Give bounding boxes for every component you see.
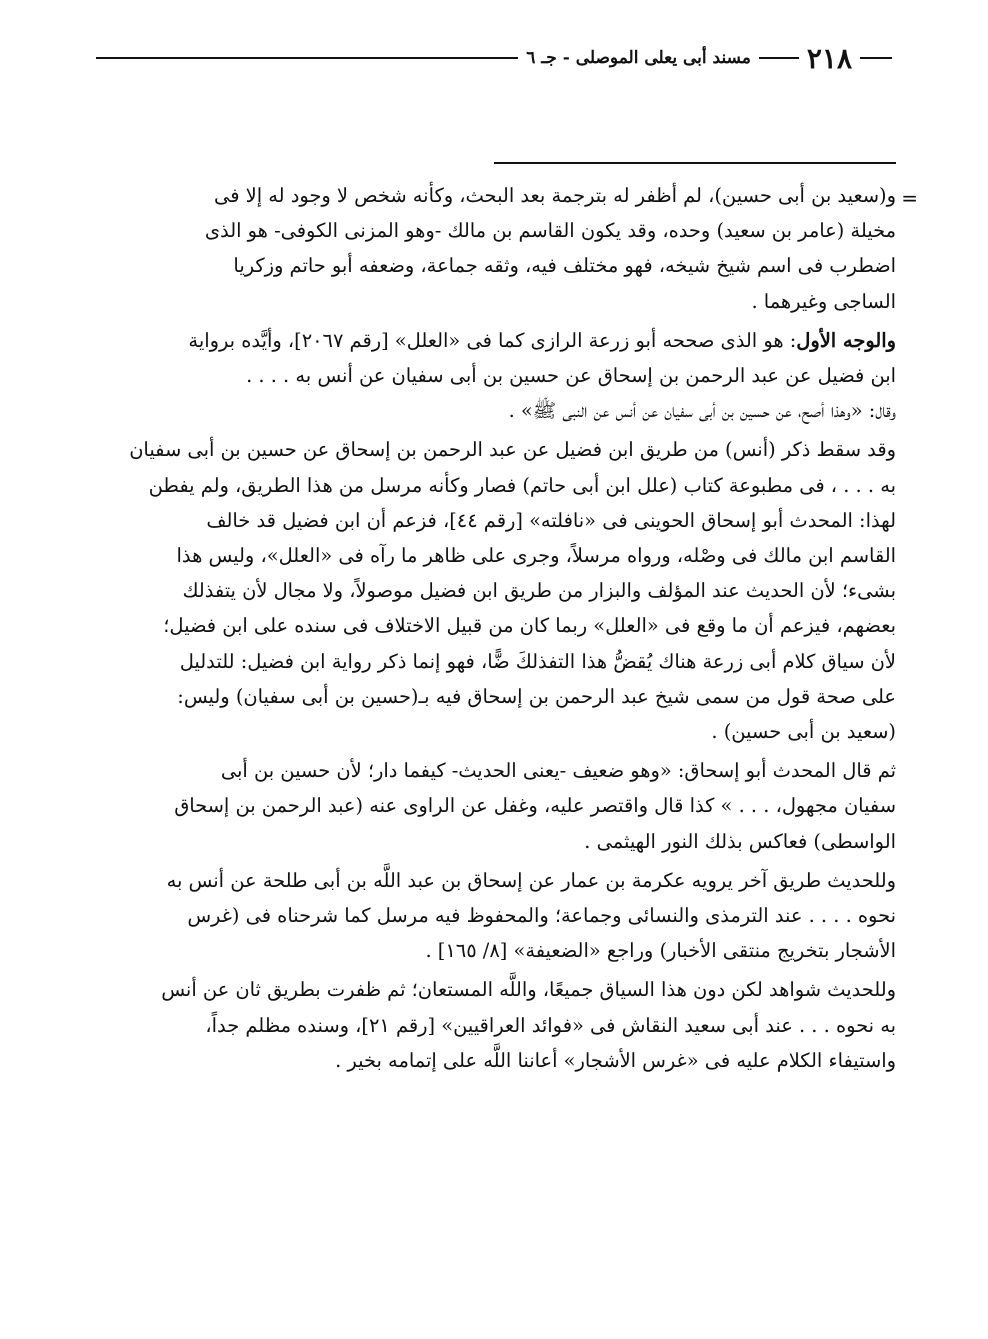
text-line: على صحة قول من سمى شيخ عبد الرحمن بن إسحاق فيه بـ(حسين بن أبى سفيان) وليس: [177, 684, 896, 708]
text-line: لهذا: المحدث أبو إسحاق الحوينى فى «نافلته» [رقم ٤٤]، فزعم أن ابن فضيل قد خالف [206, 508, 896, 532]
header-rule-right [860, 57, 892, 59]
header-rule-left [96, 57, 518, 59]
text-line: بشىء؛ لأن الحديث عند المؤلف والبزار من طريق ابن فضيل موصولاً، ولا مجال لأن يتفذلك [182, 579, 896, 603]
text-line: اضطرب فى اسم شيخ شيخه، فهو مختلف فيه، وثقه جماعة، وضعفه أبو حاتم وزكريا [233, 254, 896, 278]
text-line: ثم قال المحدث أبو إسحاق: «وهو ضعيف -يعنى الحديث- كيفما دار؛ لأن حسين بن أبى [220, 759, 896, 783]
footnote-paragraph-1 [118, 178, 896, 319]
page-number: ٢١٨ [806, 41, 852, 75]
text-line: القاسم ابن مالك فى وصْله، ورواه مرسلاً، وجرى على ظاهر ما رآه فى «العلل»، وليس هذا [176, 544, 896, 568]
text-run: : هو الذى صححه أبو زرعة الرازى كما فى «العلل» [رقم ٢٠٦٧]، وأيَّده برواية [188, 328, 797, 352]
text-line: نحوه . . . . عند الترمذى والنسائى وجماعة؛ والمحفوظ فيه مرسل كما شرحناه فى (غرس [187, 904, 896, 928]
footnote-paragraph-6 [118, 972, 896, 1078]
text-line: الساجى وغيرهما . [751, 289, 896, 313]
text-line [118, 323, 896, 358]
footnote-separator [494, 162, 896, 164]
text-line: به نحوه . . . عند أبى سعيد النقاش فى «فوائد العراقيين» [رقم ٢١]، وسنده مظلم جداً، [205, 1013, 896, 1037]
text-line: ابن فضيل عن عبد الرحمن بن إسحاق عن حسين بن أبى سفيان عن أنس به . . . . [246, 364, 896, 388]
text-line: به . . . ، فى مطبوعة كتاب (علل ابن أبى حاتم) فصار وكأنه مرسل من هذا الطريق، ولم يفطن [148, 473, 896, 497]
text-line: (سعيد بن أبى حسين) . [711, 720, 896, 744]
text-line: سفيان مجهول، . . . » كذا قال واقتصر عليه، وغفل عن الراوى عنه (عبد الرحمن بن إسحاق [174, 794, 896, 818]
footnote-paragraph-5 [118, 863, 896, 969]
footnote-paragraph-3 [118, 432, 896, 749]
text-line: وللحديث طريق آخر يرويه عكرمة بن عمار عن إسحاق بن عبد اللَّه بن أبى طلحة عن أنس به [166, 868, 896, 892]
text-line: لأن سياق كلام أبى زرعة هناك يُقضُّ هذا التفذلكَ ضًّا، فهو إنما ذكر رواية ابن فضيل: للتدليل [179, 649, 896, 673]
running-title: مسند أبى يعلى الموصلى - جـ ٦ [526, 48, 751, 68]
paragraph-lead: والوجه الأول [796, 328, 896, 352]
text-line: الواسطى) فعاكس بذلك النور الهيثمى . [584, 829, 896, 853]
text-line: بعضهم، فيزعم أن ما وقع فى «العلل» ربما كان من قبيل الاختلاف فى سنده على ابن فضيل؛ [163, 614, 896, 638]
text-line: وقال: «وهذا أصح، عن حسين بن أبى سفيان عن أنس عن النبى ﷺ» . [508, 399, 896, 423]
text-line: وقد سقط ذكر (أنس) من طريق ابن فضيل عن عبد الرحمن بن إسحاق عن حسين بن أبى سفيان [129, 438, 896, 462]
text-line: مخيلة (عامر بن سعيد) وحده، وقد يكون القاسم بن مالك -وهو المزنى الكوفى- هو الذى [204, 219, 896, 243]
text-line: و(سعيد بن أبى حسين)، لم أظفر له بترجمة بعد البحث، وكأنه شخص لا وجود له إلا فى [214, 184, 896, 207]
text-line: واستيفاء الكلام عليه فى «غرس الأشجار» أعاننا اللَّه على إتمامه بخير . [335, 1048, 896, 1072]
footnote-paragraph-4 [118, 753, 896, 859]
footnote-paragraph-2 [118, 323, 896, 429]
page-header [88, 38, 900, 78]
text-line: وللحديث شواهد لكن دون هذا السياق جميعًا، واللَّه المستعان؛ ثم ظفرت بطريق ثان عن أنس [161, 978, 896, 1002]
footnote-body [118, 178, 896, 1082]
header-rule-middle-right [759, 57, 799, 59]
footnote-continuation-mark: = [901, 186, 918, 210]
text-line: الأشجار بتخريج منتقى الأخبار) وراجع «الضعيفة» [٨/ ١٦٥] . [425, 939, 896, 963]
